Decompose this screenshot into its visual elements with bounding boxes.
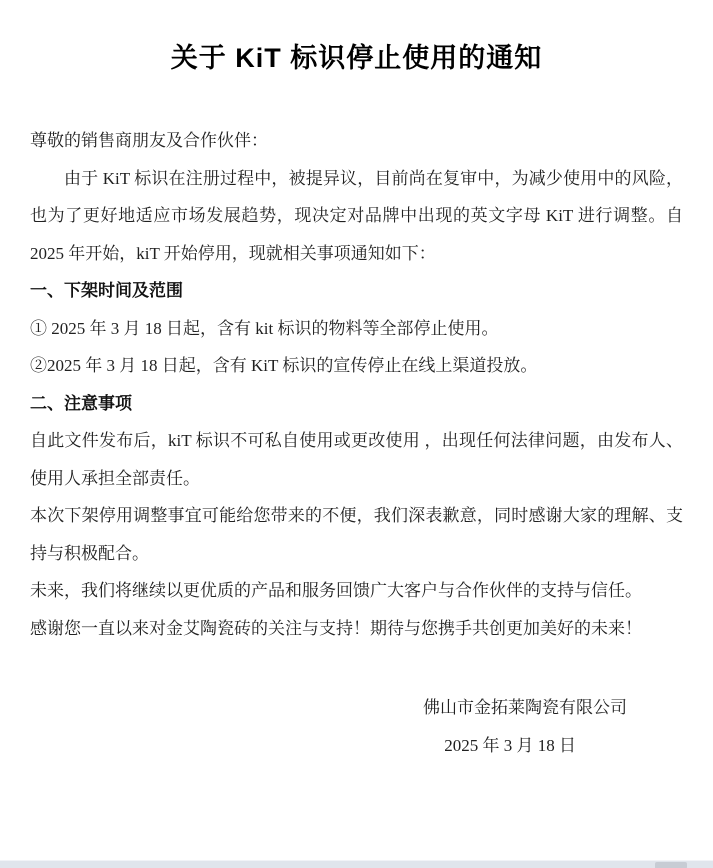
paragraph-thanks: 感谢您一直以来对金艾陶瓷砖的关注与支持！期待与您携手共创更加美好的未来！ — [30, 618, 642, 638]
signature-company: 佛山市金拓莱陶瓷有限公司 — [423, 698, 627, 717]
document-title: 关于 KiT 标识停止使用的通知 — [170, 43, 543, 73]
document-page — [0, 40, 713, 764]
paragraph-legal-responsibility: 自此文件发布后，kiT 标识不可私自使用或更改使用 ，出现任何法律问题，由发布人、使用人承担全部责任。 — [30, 431, 683, 488]
intro-paragraph: 由于 KiT 标识在注册过程中，被提异议，目前尚在复审中，为减少使用中的风险，也为了更好地适应市场发展趋势，现决定对品牌中出现的英文字母 KiT 进行调整。自 2025 年开始，kiT 开始停用，现就相关事项通知如下： — [30, 168, 683, 263]
horizontal-scrollbar[interactable] — [0, 860, 713, 868]
section-2-heading: 二、注意事项 — [30, 393, 132, 413]
section-1-item-2: ②2025 年 3 月 18 日起，含有 KiT 标识的宣传停止在线上渠道投放。 — [30, 356, 538, 375]
horizontal-scrollbar-thumb[interactable] — [655, 862, 687, 868]
paragraph-future-commitment: 未来，我们将继续以更优质的产品和服务回馈广大客户与合作伙伴的支持与信任。 — [30, 581, 642, 600]
section-1-item-1: ① 2025 年 3 月 18 日起，含有 kit 标识的物料等全部停止使用。 — [30, 318, 499, 338]
signature-date: 2025 年 3 月 18 日 — [444, 735, 576, 755]
salutation: 尊敬的销售商朋友及合作伙伴： — [30, 131, 268, 150]
paragraph-apology: 本次下架停用调整事宜可能给您带来的不便，我们深表歉意，同时感谢大家的理解、支持与积极配合。 — [30, 506, 683, 563]
section-1-heading: 一、下架时间及范围 — [30, 281, 183, 300]
